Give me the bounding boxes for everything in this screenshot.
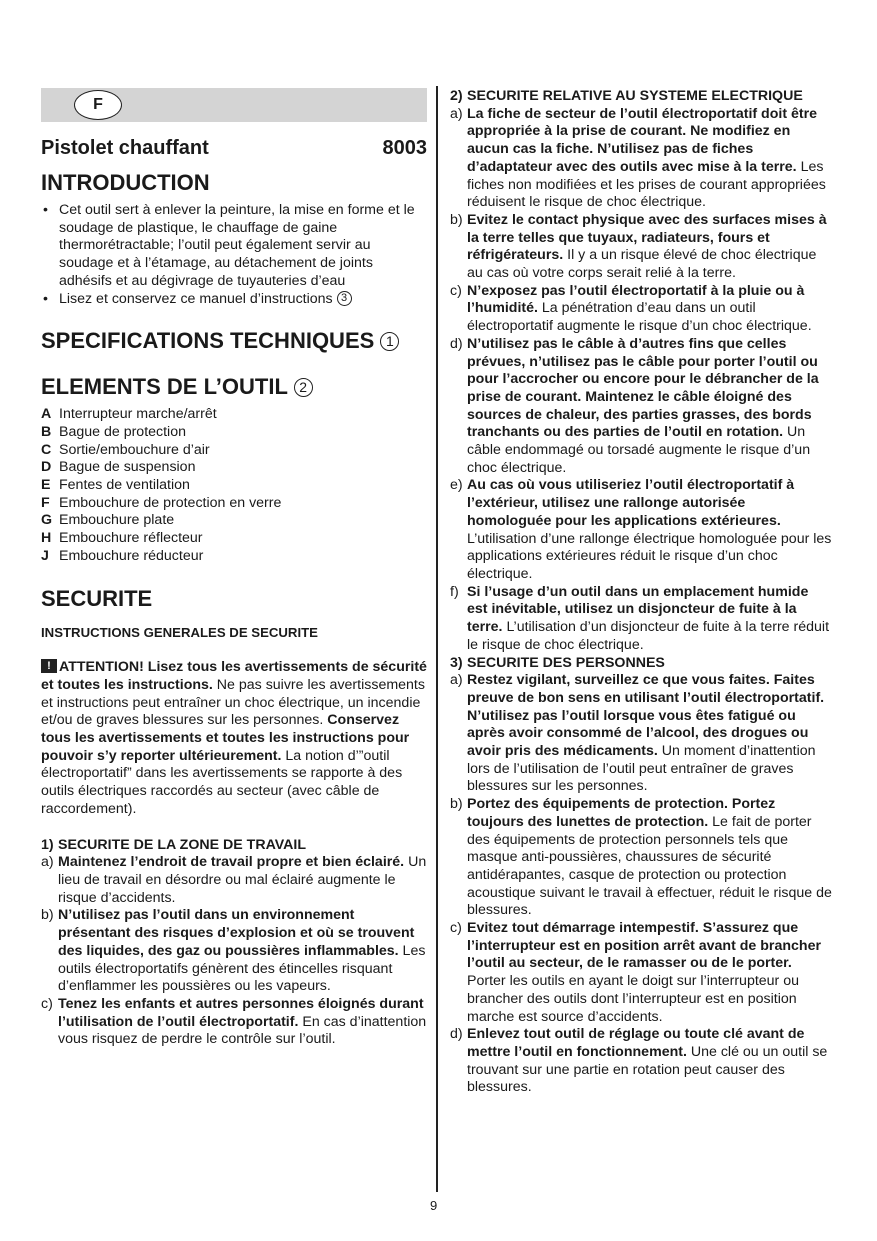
item-text: L’utilisation d’une rallonge électrique homologuée pour les applications extérieures réduit le risque d’un choc électrique. [467,530,832,582]
item-letter: d) [450,335,463,352]
safety-item [450,283,832,336]
item-body [467,477,832,583]
safety-item [450,477,832,583]
item-text: Le fait de porter des équipements de protection personnels tels que masque anti-poussières, chaussures de sécurité antidérapantes, casque de protection ou protection acoustique suivant le travail à effectuer, réduit le risque de blessures. [467,813,832,919]
safety-item [450,796,832,920]
item-bold-text: Maintenez l’endroit de travail propre et bien éclairé. [58,854,405,871]
item-text: Il y a un risque élevé de choc électrique au cas où votre corps serait relié à la terre. [467,247,817,282]
element-label: Interrupteur marche/arrêt [59,406,217,423]
item-bold-text: Si l’usage d’un outil dans un emplacement humide est inévitable, utilisez un disjoncteur de fuite à la terre. [467,583,809,636]
element-item [41,477,427,495]
warning-text: Ne pas suivre les avertissements et instructions peut entraîner un choc électrique, un incendie et/ou de graves blessures sur les personnes. [41,676,425,729]
securite-heading: SECURITE [41,585,153,611]
item-letter: a) [41,854,54,871]
item-bold-text: Enlevez tout outil de réglage ou toute clé avant de mettre l’outil en fonctionnement. [467,1026,805,1060]
warning-text: ATTENTION! Lisez tous les avertissements de sécurité et toutes les instructions. [41,659,427,693]
item-body [467,584,832,655]
model-number: 8003 [382,137,427,159]
element-key: E [41,477,51,494]
item-body [467,106,832,212]
page-number: 9 [430,1198,438,1213]
element-item [41,495,427,513]
item-text: Un lieu de travail en désordre ou mal éclairé augmente le risque d’accidents. [58,854,427,906]
element-label: Embouchure réducteur [59,547,204,564]
element-label: Bague de suspension [59,459,196,476]
list-item [41,202,427,291]
element-key: J [41,547,49,564]
item-bold-text: Evitez tout démarrage intempestif. S’assurez que l’interrupteur est en position arrêt avant de brancher l’outil au secteur, de le ramasser ou de le porter. [467,920,821,972]
intro-list [41,202,427,308]
item-letter: b) [41,907,54,924]
warning-text: La notion d’”outil électroportatif” dans les avertissements se rapporte à des outils électriques raccordés au secteur (avec câble de raccordement). [41,747,403,817]
safety-sections-right [450,88,832,1097]
section-title: SECURITE DE LA ZONE DE TRAVAIL [58,836,307,853]
section-number: 2) [450,88,463,104]
section-number: 3) [450,654,463,671]
section-number: 1) [41,836,54,853]
list-item [41,291,427,309]
column-divider [436,86,438,1192]
securite-subheading: INSTRUCTIONS GENERALES DE SECURITE [41,624,318,640]
item-text: Les outils électroportatifs génèrent des étincelles risquant d’enflammer les poussières ou les vapeurs. [58,942,426,995]
item-body [467,283,832,336]
section-title: SECURITE DES PERSONNES [467,654,665,671]
element-label: Fentes de ventilation [59,477,190,494]
elements-heading [41,374,427,400]
bullet-text: Cet outil sert à enlever la peinture, la mise en forme et le soudage de plastique, le chauffage de gaine thermorétractable; l’outil peut également servir au soudage et à l’étamage, au détachement de joints adhésifs et au dégivrage de tuyauteries d’eau [59,202,415,289]
element-label: Sortie/embouchure d’air [59,441,210,458]
item-text: Un moment d’inattention lors de l’utilisation de l’outil peut entraîner de graves blessures sur les personnes. [467,743,816,795]
safety-item [41,854,427,907]
warning-paragraph [41,659,427,818]
right-column [450,88,832,1097]
element-label: Bague de protection [59,423,186,440]
item-bold-text: N’utilisez pas le câble à d’autres fins que celles prévues, n’utilisez pas le câble pour porter l’outil ou pour l’accrocher ou encore pour le débrancher de la prise de courant. Maintenez le câble éloigné des sources de chaleur, des parties grasses, des bords tranchants ou des parties de l’outil en rotation. [467,335,819,441]
figure-ref: 2 [294,378,313,397]
item-text: La pénétration d’eau dans un outil électroportatif augmente le risque d’un choc électrique. [467,300,812,335]
figure-ref: 3 [337,291,352,306]
heading-text: SPECIFICATIONS TECHNIQUES [41,328,375,354]
safety-item [450,212,832,283]
item-letter: a) [450,105,463,122]
element-label: Embouchure réflecteur [59,530,203,547]
safety-item [450,672,832,796]
item-body [467,336,832,478]
element-item [41,406,427,424]
item-body [58,854,427,907]
element-item [41,442,427,460]
item-letter: a) [450,672,463,689]
product-title-row [41,136,427,160]
element-key: B [41,423,52,440]
section-title: SECURITE RELATIVE AU SYSTEME ELECTRIQUE [467,88,803,104]
item-body [467,796,832,920]
item-bold-text: Tenez les enfants et autres personnes éloignés durant l’utilisation de l’outil électroportatif. [58,995,424,1030]
element-key: C [41,441,52,458]
item-text: Les fiches non modifiées et les prises de courant appropriées réduisent le risque de choc électrique. [467,158,826,211]
safety-item [450,584,832,655]
language-badge: F [74,90,122,120]
item-bold-text: N’utilisez pas l’outil dans un environnement présentant des risques d’explosion et où se trouvent des liquides, des gaz ou poussières inflammables. [58,907,415,959]
language-band [41,88,427,122]
heading-text: ELEMENTS DE L’OUTIL [41,374,288,400]
item-text: Une clé ou un outil se trouvant sur une partie en rotation peut causer des blessures. [467,1043,828,1096]
item-body [467,672,832,796]
item-text: En cas d’inattention vous risquez de perdre le contrôle sur l’outil. [58,1013,427,1048]
item-bold-text: N’exposez pas l’outil électroportatif à la pluie ou à l’humidité. [467,282,805,317]
bullet-text: Lisez et conservez ce manuel d’instructions [59,290,333,307]
safety-item [450,106,832,212]
item-letter: c) [450,282,462,299]
item-text: Porter les outils en ayant le doigt sur l’interrupteur ou brancher des outils dont l’interrupteur est en position marche est source d’accidents. [467,973,800,1025]
figure-ref: 1 [380,332,399,351]
intro-heading: INTRODUCTION [41,170,210,195]
element-item [41,512,427,530]
element-label: Embouchure de protection en verre [59,494,282,511]
warning-icon [41,659,57,673]
safety-item [41,907,427,996]
item-text: Un câble endommagé ou torsadé augmente le risque d’un choc électrique. [467,424,811,476]
item-bold-text: Evitez le contact physique avec des surfaces mises à la terre telles que tuyaux, radiateurs, fours et réfrigérateurs. [467,211,827,264]
section-heading [450,88,832,106]
item-letter: e) [450,477,463,494]
product-title: Pistolet chauffant [41,137,209,159]
item-bold-text: Restez vigilant, surveillez ce que vous faites. Faites preuve de bon sens en utilisant l’outil électroportatif. N’utilisez pas l’outil lorsque vous êtes fatigué ou après avoir consommé de l’alcool, des drogues ou avoir pris des médicaments. [467,672,825,760]
safety-sections-left [41,837,427,1049]
element-key: D [41,459,52,476]
item-body [467,920,832,1026]
item-letter: d) [450,1026,463,1043]
item-bold-text: Portez des équipements de protection. Portez toujours des lunettes de protection. [467,796,776,830]
element-key: A [41,406,52,423]
item-bold-text: Au cas où vous utiliseriez l’outil électroportatif à l’extérieur, utilisez une rallonge autorisée homologuée pour les applications extérieures. [467,477,795,529]
safety-item [450,1026,832,1097]
safety-item [450,336,832,478]
elements-list [41,406,427,565]
element-label: Embouchure plate [59,512,175,529]
item-bold-text: La fiche de secteur de l’outil électroportatif doit être appropriée à la prise de courant. Ne modifiez en aucun cas la fiche. N’utilisez pas de fiches d’adaptateur avec des outils avec mise à la terre. [467,105,818,175]
element-item [41,530,427,548]
safety-item [41,996,427,1049]
specs-heading [41,328,427,354]
element-item [41,424,427,442]
item-body [58,907,427,996]
item-letter: c) [41,995,53,1012]
section-heading [41,837,427,855]
safety-item [450,920,832,1026]
element-key: G [41,512,53,529]
item-body [467,212,832,283]
item-body [467,1026,832,1097]
item-text: L’utilisation d’un disjoncteur de fuite à la terre réduit le risque de choc électrique. [467,619,830,653]
warning-text: Conservez tous les avertissements et toutes les instructions pour pouvoir s’y reporter ultérieurement. [41,712,410,764]
element-item [41,548,427,566]
section-heading [450,655,832,673]
item-letter: c) [450,920,462,937]
left-column [41,88,427,1049]
element-key: F [41,494,50,511]
item-letter: b) [450,796,463,813]
element-item [41,459,427,477]
item-body [58,996,427,1049]
item-letter: f) [450,583,459,600]
item-letter: b) [450,211,463,228]
element-key: H [41,530,52,547]
